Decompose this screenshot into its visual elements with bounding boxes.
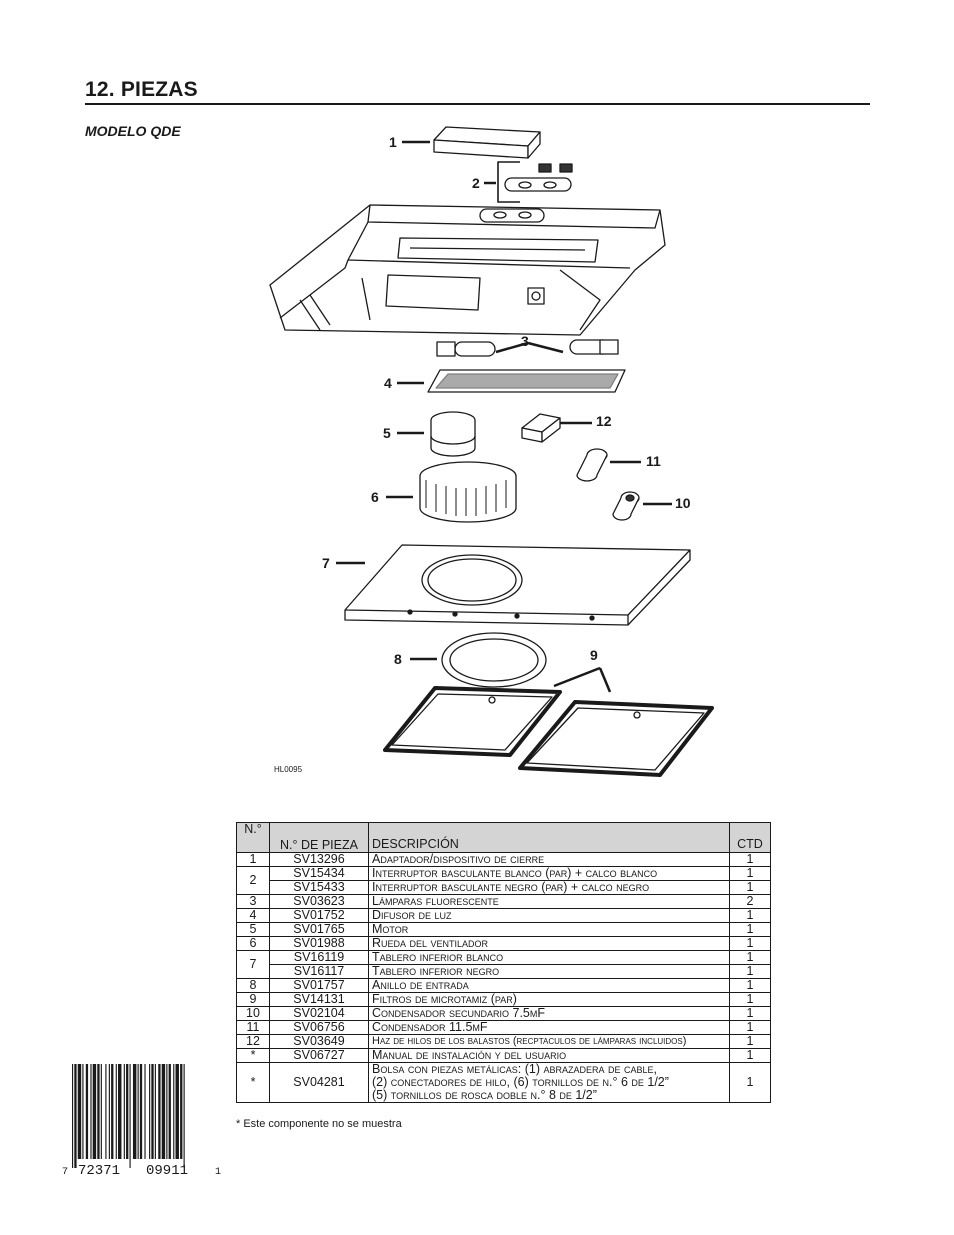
callout-2: 2 — [472, 175, 480, 191]
table-row: 7 SV16119 Tablero inferior blanco 1 — [237, 951, 771, 965]
barcode-bar — [140, 1064, 142, 1159]
parts-table — [236, 822, 771, 1103]
barcode-bar — [124, 1064, 125, 1159]
part-1-adapter — [434, 127, 540, 158]
table-row: 3 SV03623 Lámparas fluorescente 2 — [237, 895, 771, 909]
diagram-code: HL0095 — [274, 765, 303, 774]
header-description: DESCRIPCIÓN — [369, 823, 730, 853]
footnote: * Este componente no se muestra — [236, 1118, 402, 1130]
callout-6: 6 — [371, 489, 379, 505]
barcode-bar — [173, 1064, 174, 1159]
table-row: 6 SV01988 Rueda del ventilador 1 — [237, 937, 771, 951]
table-row: 9 SV14131 Filtros de microtamiz (par) 1 — [237, 993, 771, 1007]
barcode-bar — [176, 1064, 179, 1159]
barcode-digits-right: 09911 — [146, 1163, 189, 1177]
table-row: SV15433 Interruptor basculante negro (par) + calco negro 1 — [237, 881, 771, 895]
barcode-bar — [133, 1064, 136, 1159]
table-row: 8 SV01757 Anillo de entrada 1 — [237, 979, 771, 993]
part-6-fan-wheel — [420, 462, 516, 522]
barcode-bar — [97, 1064, 99, 1159]
barcode-bar — [184, 1064, 185, 1168]
header-number: N.° — [237, 823, 270, 853]
callout-5: 5 — [383, 425, 391, 441]
barcode-bar — [116, 1064, 117, 1159]
barcode-digits-left: 72371 — [78, 1163, 121, 1177]
table-row: SV16117 Tablero inferior negro 1 — [237, 965, 771, 979]
part-2-switches — [505, 164, 572, 191]
barcode-bar — [166, 1064, 167, 1159]
part-12-ballast-harness — [522, 414, 560, 442]
barcode-bar — [126, 1064, 128, 1159]
barcode-bar — [180, 1064, 182, 1159]
barcode-bar — [130, 1064, 131, 1168]
callout-11: 11 — [646, 453, 661, 469]
callout-1: 1 — [389, 134, 397, 150]
barcode-bar — [72, 1064, 73, 1168]
barcode-bar — [144, 1064, 145, 1159]
barcode-bar — [149, 1064, 150, 1159]
barcode-bar — [111, 1064, 113, 1159]
part-7-bottom-panel — [345, 545, 690, 625]
barcode-bar — [158, 1064, 160, 1159]
table-row: 4 SV01752 Difusor de luz 1 — [237, 909, 771, 923]
barcode-bar — [86, 1064, 88, 1159]
barcode-bar — [82, 1064, 83, 1159]
part-11-capacitor — [577, 449, 607, 481]
part-8-inlet-ring — [442, 633, 546, 687]
barcode-bar — [74, 1064, 76, 1168]
table-row: * SV06727 Manual de instalación y del usuario 1 — [237, 1049, 771, 1063]
barcode-bar — [118, 1064, 121, 1159]
barcode-bar — [169, 1064, 171, 1159]
part-4-diffuser — [428, 370, 625, 392]
barcode-bar — [105, 1064, 106, 1159]
table-row: 2 SV15434 Interruptor basculante blanco (par) + calco blanco 1 — [237, 867, 771, 881]
barcode-bar — [90, 1064, 91, 1159]
callout-10: 10 — [675, 495, 691, 511]
barcode-bar — [138, 1064, 139, 1159]
part-5-motor — [431, 412, 475, 456]
barcode-bar — [78, 1064, 81, 1159]
barcode-digit-lead: 7 — [62, 1167, 69, 1177]
callout-3: 3 — [521, 333, 529, 349]
callout-4: 4 — [384, 375, 392, 391]
part-9-filters — [385, 688, 712, 775]
hood-body — [270, 205, 665, 335]
model-label: MODELO QDE — [85, 123, 181, 139]
callout-7: 7 — [322, 555, 330, 571]
part-10-capacitor — [613, 492, 639, 520]
table-row: 5 SV01765 Motor 1 — [237, 923, 771, 937]
barcode-bar — [109, 1064, 110, 1159]
table-row: 10 SV02104 Condensador secundario 7.5µF 1 — [237, 1007, 771, 1021]
barcode-bar — [93, 1064, 96, 1159]
barcode-bar — [155, 1064, 156, 1159]
barcode — [62, 1062, 227, 1177]
barcode-bar — [101, 1064, 102, 1159]
callout-8: 8 — [394, 651, 402, 667]
table-row: 11 SV06756 Condensador 11.5µF 1 — [237, 1021, 771, 1035]
table-row: 12 SV03649 Haz de hilos de los balastos (recptaculos de lámparas incluidos) 1 — [237, 1035, 771, 1049]
barcode-digit-check: 1 — [215, 1167, 222, 1177]
table-row: 1 SV13296 Adaptador/dispositivo de cierre 1 — [237, 853, 771, 867]
barcode-bar — [162, 1064, 165, 1159]
header-part-number: N.° DE PIEZA — [270, 823, 369, 853]
callout-12: 12 — [596, 413, 612, 429]
barcode-bar — [151, 1064, 153, 1159]
table-row: * SV04281 Bolsa con piezas metálicas: (1) abrazadera de cable, (2) conectadores de hilo, (6) tornillos de n.° 6 de 1/2” (5) tornillos de rosca doble n.° 8 de 1/2” 1 — [237, 1063, 771, 1103]
callout-9: 9 — [590, 647, 598, 663]
section-title: 12. PIEZAS — [85, 78, 198, 101]
header-quantity: CTD — [730, 823, 771, 853]
